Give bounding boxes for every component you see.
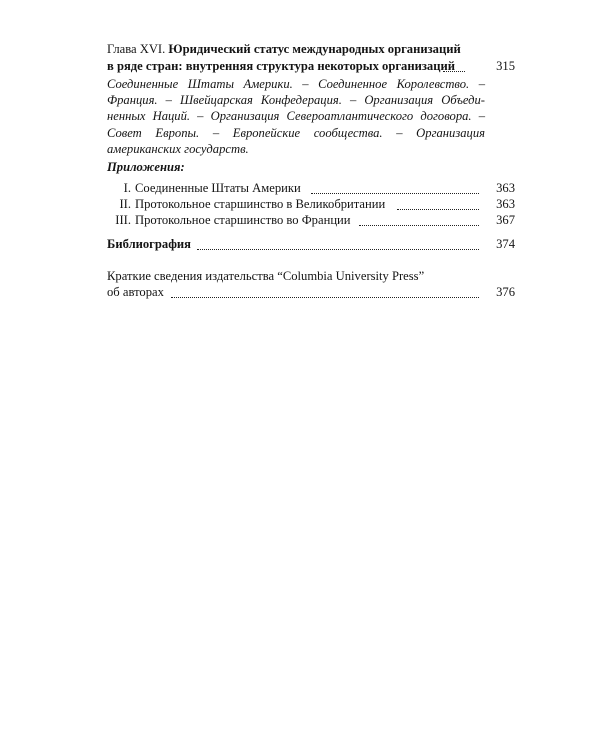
toc-entry-bibliography (107, 236, 515, 252)
appendix-title: Соединенные Штаты Америки (135, 181, 301, 195)
toc-entry-chapter-16 (107, 41, 515, 74)
summary-line: американских государств. (107, 141, 249, 156)
chapter-title-part-1: Юридический статус международных организаций (168, 42, 461, 56)
leader-dots (397, 208, 479, 210)
toc-entry-appendix (107, 180, 515, 196)
leader-dots (197, 248, 479, 250)
page-number: 376 (496, 285, 515, 299)
chapter-summary (107, 76, 485, 157)
appendices-heading: Приложения: (107, 160, 185, 174)
page-number: 367 (496, 213, 515, 227)
appendix-number: II. (119, 197, 131, 211)
appendices-list (107, 180, 515, 228)
page-number: 363 (496, 197, 515, 211)
appendix-title: Протокольное старшинство во Франции (135, 213, 351, 227)
toc-entry-appendix (107, 196, 515, 212)
chapter-title-line-2 (107, 58, 515, 74)
chapter-label: Глава XVI. (107, 42, 166, 56)
chapter-title-line-1 (107, 41, 515, 57)
about-line-2: об авторах (107, 285, 164, 299)
page-number: 374 (496, 237, 515, 251)
leader-dots (443, 70, 465, 72)
leader-dots (359, 224, 479, 226)
toc-entry-appendix (107, 212, 515, 228)
toc-entry-about-authors (107, 268, 515, 300)
chapter-title-part-2: в ряде стран: внутренняя структура некоторых организаций (107, 59, 455, 73)
bibliography-title: Библиография (107, 237, 191, 251)
leader-dots (171, 296, 479, 298)
summary-line: Соединенные Штаты Америки. – Соединенное Королевство. – (107, 77, 485, 91)
summary-line: ненных Наций. – Организация Североатлантического договора. – (107, 109, 485, 124)
appendix-number: III. (115, 213, 131, 227)
summary-line: Франция. – Швейцарская Конфедерация. – Организация Объеди- (107, 93, 485, 108)
about-line-1: Краткие сведения издательства “Columbia University Press” (107, 269, 425, 283)
about-line-2-row (107, 284, 515, 300)
bibliography-row (107, 236, 515, 252)
summary-line: Совет Европы. – Европейские сообщества. – Организация (107, 125, 485, 140)
appendix-title: Протокольное старшинство в Великобритании (135, 197, 386, 211)
leader-dots (311, 192, 479, 194)
appendix-number: I. (123, 181, 131, 195)
page-number: 363 (496, 181, 515, 195)
page-number: 315 (496, 59, 515, 73)
